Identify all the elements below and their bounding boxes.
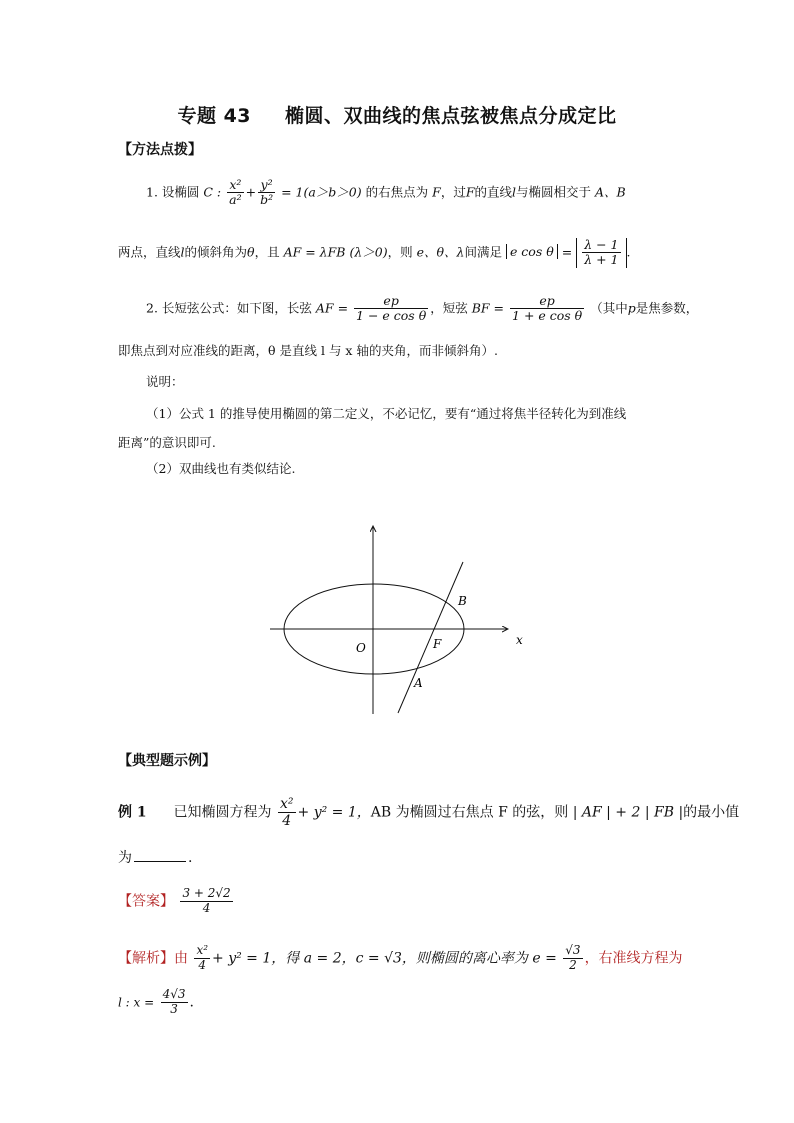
item1-line2-a: 两点，直线 [118, 244, 181, 260]
equals: = [561, 244, 573, 260]
note-2: （2）双曲线也有类似结论. [146, 461, 296, 476]
item2-line2: 即焦点到对应准线的距离，θ 是直线 l 与 x 轴的夹角，而非倾斜角）. [118, 343, 498, 358]
title-prefix: 专题 43 [177, 105, 252, 127]
note-1a: （1）公式 1 的推导使用椭圆的第二定义，不必记忆，要有“通过将焦半径转化为到准线 [146, 406, 627, 421]
theta: θ [247, 244, 255, 260]
param-p: p [627, 300, 636, 316]
label-o: O [356, 641, 366, 655]
vector-relation: AF = λFB (λ＞0) [283, 244, 388, 260]
analysis-label: 【解析】 [118, 950, 174, 967]
line-l: l [512, 184, 517, 200]
ellipse-figure [260, 520, 540, 720]
example-text-b: AB 为椭圆过右焦点 F 的弦，则 [370, 804, 569, 821]
item1-line2: 两点，直线l的倾斜角为θ，且 AF = λFB (λ＞0)，则 e、θ、λ间满足 e cos θ = $\frac{\lambda - 1}{\lambda + 1}$ . [118, 237, 631, 268]
analysis-line1 [118, 944, 683, 973]
frac-long-chord: $\frac{ep}{\text{1 − e cos θ}}$ [356, 293, 427, 324]
answer-line [118, 887, 235, 916]
long-chord-af: AF = [315, 300, 349, 316]
page-title [0, 101, 794, 128]
example-text-c: 的最小值 [683, 804, 740, 821]
answer-label: 【答案】 [118, 893, 174, 910]
variables: e、θ、λ [416, 244, 465, 260]
label-b: B [458, 594, 467, 608]
directrix-label: l : x = [118, 995, 155, 1010]
example-dot: . [188, 850, 193, 866]
item1-mid4: 与椭圆相交于 [516, 184, 592, 200]
example-1-line2 [118, 847, 192, 867]
analysis-line2 [118, 988, 194, 1017]
label-f: F [433, 637, 442, 651]
note-label: 说明： [146, 374, 184, 389]
short-chord-bf: BF = [471, 300, 505, 316]
eccentricity-label: e = [532, 950, 557, 967]
example-text-a: 已知椭圆方程为 [173, 804, 272, 821]
ellipse-condition: = 1(a＞b＞0) [281, 184, 362, 200]
frac-x2a2: $\frac{\text{x²}}{\text{a²}}$ [229, 177, 242, 208]
example-1-line1 [118, 796, 739, 829]
item2-lead: 2. 长短弦公式：如下图，长弦 [146, 300, 312, 316]
ellipse-c: C : [203, 184, 222, 200]
frac-x2-4: $\frac{\text{x²}}{4}$ [279, 796, 294, 830]
analysis-a2: ，右准线方程为 [584, 950, 683, 967]
item1-line1: 1. 设椭圆 C : $\frac{\text{x²}}{\text{a²}}$ + $\frac{\text{y²}}{\text{b²}}$ = 1(a＞b＞0) 的右焦点为 F，过F的直线l与椭圆相交于 A、B [146, 177, 626, 208]
analysis-end: . [189, 994, 194, 1011]
item1-line2-e: 间满足 [464, 244, 502, 260]
item1-mid3: 的直线 [474, 184, 513, 200]
analysis-frac-x2-4: $\frac{\text{x²}}{4}$ [196, 943, 209, 972]
example-line2-label: 为 [118, 850, 132, 866]
eccentricity-frac: $\frac{√3}{2}$ [565, 943, 581, 972]
title-text: 椭圆、双曲线的焦点弦被焦点分成定比 [285, 105, 617, 127]
example-eq: + y² = 1， [297, 804, 371, 821]
item2-mid: ，短弦 [430, 300, 468, 316]
points-ab: A、B [595, 184, 626, 200]
answer-blank [134, 849, 186, 862]
item2-tail: （其中 [590, 300, 628, 316]
item1-line2-d: ，则 [387, 244, 413, 260]
analysis-a1: 由 [174, 950, 188, 967]
directrix-frac: $\frac{4√3}{3}$ [162, 987, 186, 1016]
item1-end: . [626, 244, 631, 260]
focus-f: F [432, 184, 441, 200]
focal-chord-line [398, 562, 463, 713]
abs-e-cos-theta: e cos θ [506, 244, 558, 259]
example-label: 例 1 [118, 804, 147, 821]
item2-tail2: 是焦参数， [635, 300, 699, 316]
label-a: A [414, 676, 423, 690]
item2-line1 [146, 294, 698, 324]
item1-lead: 1. 设椭圆 [146, 184, 200, 200]
example-expr: | AF | + 2 | FB | [572, 804, 684, 821]
frac-lambda: $\frac{\lambda - 1}{\lambda + 1}$ [584, 237, 619, 268]
examples-heading: 【典型题示例】 [118, 753, 216, 769]
label-x: x [516, 633, 523, 647]
analysis-eq1: + y² = 1，得 a = 2，c = √3，则椭圆的离心率为 [212, 950, 528, 967]
frac-short-chord: $\frac{ep}{\text{1 + e cos θ}}$ [512, 293, 583, 324]
frac-y2b2: $\frac{\text{y²}}{\text{b²}}$ [260, 177, 274, 208]
method-heading: 【方法点拨】 [118, 142, 202, 158]
item1-line2-b: 的倾斜角为 [184, 244, 248, 260]
item1-mid: 的右焦点为 [365, 184, 429, 200]
answer-fraction: $\frac{3 + 2√2}{4}$ [182, 886, 231, 915]
item1-line2-c: ，且 [254, 244, 280, 260]
note-1b: 距离”的意识即可. [118, 435, 216, 450]
item1-mid2: ，过 [440, 184, 466, 200]
